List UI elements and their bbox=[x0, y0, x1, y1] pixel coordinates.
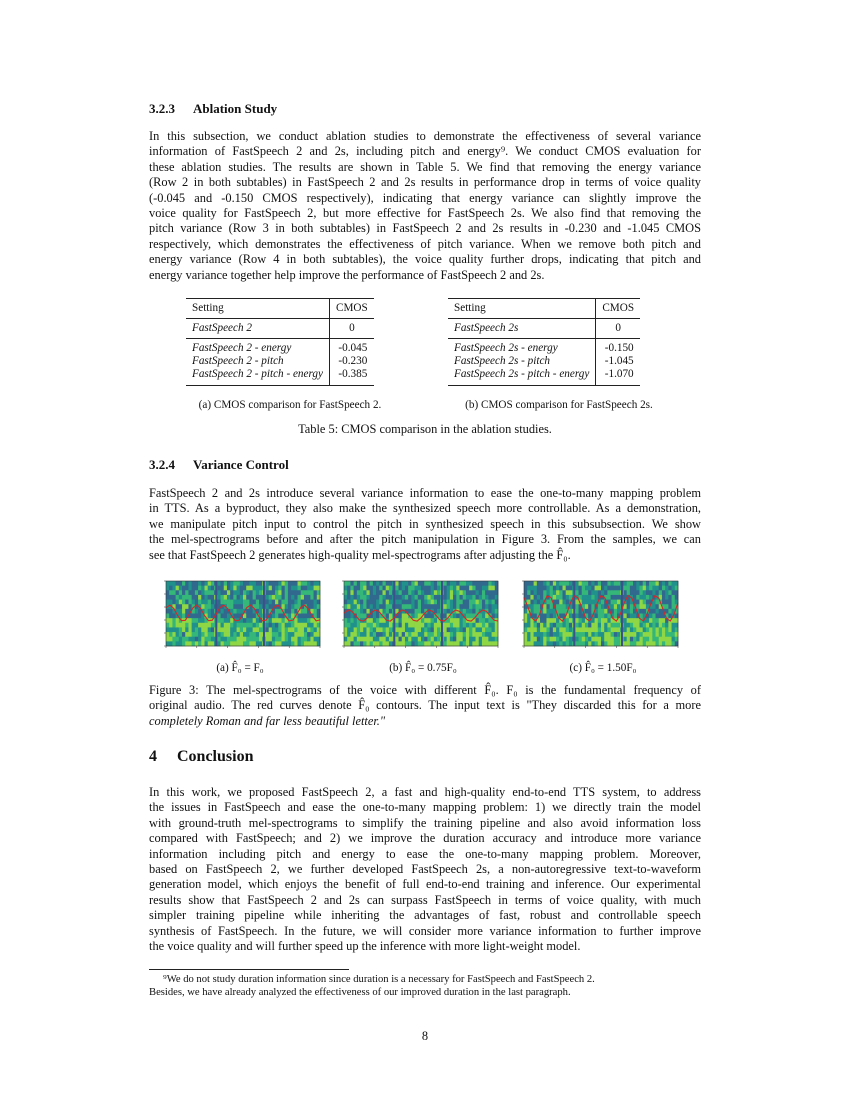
text-line: results show that FastSpeech 2 and 2s can surpass FastSpeech in terms of voice quality, with much bbox=[149, 892, 701, 907]
table-cell-cmos: -1.070 bbox=[596, 368, 640, 386]
footnote-rule bbox=[149, 969, 349, 970]
table-a bbox=[186, 298, 374, 386]
text-line: we manipulate pitch input to control the pitch in synthesized speech in this subsubsection. We show bbox=[149, 516, 701, 531]
table-cell-cmos: -0.385 bbox=[330, 368, 374, 386]
footnote bbox=[149, 973, 701, 1000]
table-5-caption: Table 5: CMOS comparison in the ablation studies. bbox=[298, 422, 552, 436]
text-line: with ground-truth mel-spectrograms to simplify the training pipeline and also avoid information loss bbox=[149, 815, 701, 830]
caption-line: completely Roman and far less beautiful letter." bbox=[149, 713, 386, 728]
table-b-caption: (b) CMOS comparison for FastSpeech 2s. bbox=[465, 399, 653, 411]
table-cell-cmos: -0.045 bbox=[330, 339, 374, 356]
text-line: based on FastSpeech 2, we further developed FastSpeech 2s, a non-autoregressive text-to-waveform bbox=[149, 862, 701, 877]
text-line: generation model, which enjoys the benefit of full end-to-end training and inference. Our experimental bbox=[149, 877, 701, 892]
text-line: voice quality for FastSpeech 2, but more effective for FastSpeech 2s. We also find that removing the bbox=[149, 206, 701, 221]
spectrogram-a bbox=[152, 578, 326, 654]
figure-subcaption-c: (c) F̂₀ = 1.50F₀ bbox=[569, 662, 637, 674]
section-title: Ablation Study bbox=[193, 101, 278, 116]
table-cell-cmos: 0 bbox=[330, 319, 374, 339]
conclusion-paragraph bbox=[149, 785, 701, 954]
text-line: the voice quality and will further speed up the inference with more light-weight model. bbox=[149, 939, 581, 954]
table-header-cmos: CMOS bbox=[330, 299, 374, 319]
page-number: 8 bbox=[421, 1029, 429, 1043]
table-header-cmos: CMOS bbox=[596, 299, 640, 319]
footnote-line: ⁹We do not study duration information since duration is a necessary for FastSpeech and FastSpeech 2. bbox=[163, 974, 595, 985]
section-heading-variance-control bbox=[149, 457, 289, 473]
caption-line: Figure 3: The mel-spectrograms of the voice with different F̂₀. F₀ is the fundamental frequency of bbox=[149, 683, 701, 697]
text-line: in TTS. As a byproduct, they also make the synthesized speech more controllable. As a demonstration, bbox=[149, 501, 701, 516]
section-title: Conclusion bbox=[177, 748, 254, 765]
table-a-caption: (a) CMOS comparison for FastSpeech 2. bbox=[198, 399, 382, 411]
footnote-line: Besides, we have already analyzed the effectiveness of our improved duration in the last paragraph. bbox=[149, 987, 571, 999]
variance-control-paragraph bbox=[149, 486, 701, 563]
table-b bbox=[448, 298, 640, 386]
table-cell-setting: FastSpeech 2s - pitch - energy bbox=[448, 368, 596, 386]
text-line: In this work, we proposed FastSpeech 2, a fast and high-quality end-to-end TTS system, to address bbox=[149, 785, 701, 799]
table-cell-cmos: -1.045 bbox=[596, 355, 640, 368]
text-line: In this subsection, we conduct ablation studies to demonstrate the effectiveness of several variance bbox=[149, 129, 701, 143]
text-line: compared with FastSpeech; and 2) we improve the duration accuracy and introduce more variance bbox=[149, 831, 701, 846]
ablation-paragraph bbox=[149, 129, 701, 283]
text-line: (-0.045 and -0.150 CMOS respectively), indicating that energy variance can slightly improve the bbox=[149, 190, 701, 205]
caption-line: original audio. The red curves denote F̂₀ contours. The input text is "They discarded this for a more bbox=[149, 698, 701, 713]
table-cell-setting: FastSpeech 2s - energy bbox=[448, 339, 596, 356]
text-line: energy variance (Row 4 in both subtables), the voice quality further drops, indicating that pitch and bbox=[149, 252, 701, 267]
text-line: energy variance together help improve the performance of FastSpeech 2 and 2s. bbox=[149, 267, 545, 282]
table-cell-setting: FastSpeech 2 - pitch bbox=[192, 355, 284, 367]
figure-subcaption-a: (a) F̂₀ = F₀ bbox=[216, 662, 264, 674]
text-line: respectively, which demonstrates the effectiveness of pitch variance. When we remove both pitch and bbox=[149, 236, 701, 251]
text-line: see that FastSpeech 2 generates high-quality mel-spectrograms after adjusting the F̂₀. bbox=[149, 547, 571, 562]
table-cell-setting: FastSpeech 2 bbox=[186, 319, 330, 339]
text-line: the issues in FastSpeech and ease the one-to-many mapping problem: 1) we directly train the model bbox=[149, 800, 701, 815]
spectrogram-b bbox=[330, 578, 504, 654]
table-header-setting: Setting bbox=[448, 299, 596, 319]
text-line: information of FastSpeech 2 and 2s, including pitch and energy⁹. We conduct CMOS evaluation for bbox=[149, 144, 701, 159]
text-line: FastSpeech 2 and 2s introduce several variance information to ease the one-to-many mapping problem bbox=[149, 486, 701, 500]
table-cell-setting: FastSpeech 2s - pitch bbox=[454, 355, 551, 367]
section-number: 4 bbox=[149, 748, 157, 765]
text-line: synthesis of FastSpeech. In the future, we will consider more variance information to further improve bbox=[149, 923, 701, 938]
section-number: 3.2.3 bbox=[149, 101, 175, 116]
table-cell-cmos: -0.230 bbox=[330, 355, 374, 368]
text-line: the mel-spectrograms before and after the pitch manipulation in Figure 3. From the samples, we can bbox=[149, 532, 701, 547]
text-line: these ablation studies. The results are shown in Table 5. We find that removing the energy variance bbox=[149, 159, 701, 174]
figure-3-caption bbox=[149, 683, 701, 729]
section-number: 3.2.4 bbox=[149, 457, 175, 472]
spectrogram-c bbox=[510, 578, 684, 654]
table-cell-cmos: 0 bbox=[596, 319, 640, 339]
table-header-setting: Setting bbox=[186, 299, 330, 319]
text-line: information including pitch and energy to ease the one-to-many mapping problem. Moreover, bbox=[149, 846, 701, 861]
text-line: simpler training pipeline while inheriting the advantages of fast, robust and controllable speech bbox=[149, 908, 701, 923]
table-cell-cmos: -0.150 bbox=[596, 339, 640, 356]
section-heading-conclusion bbox=[149, 748, 253, 766]
section-heading-ablation bbox=[149, 101, 277, 117]
table-cell-setting: FastSpeech 2s bbox=[448, 319, 596, 339]
text-line: (Row 2 in both subtables) in FastSpeech 2 and 2s results in performance drop in terms of voice quality bbox=[149, 175, 701, 190]
table-cell-setting: FastSpeech 2 - pitch - energy bbox=[186, 368, 330, 386]
figure-subcaption-b: (b) F̂₀ = 0.75F₀ bbox=[389, 662, 457, 674]
text-line: pitch variance (Row 3 in both subtables) in FastSpeech 2 and 2s results in -0.230 and -1.045 CMOS bbox=[149, 221, 701, 236]
section-title: Variance Control bbox=[193, 457, 289, 472]
table-cell-setting: FastSpeech 2 - energy bbox=[186, 339, 330, 356]
